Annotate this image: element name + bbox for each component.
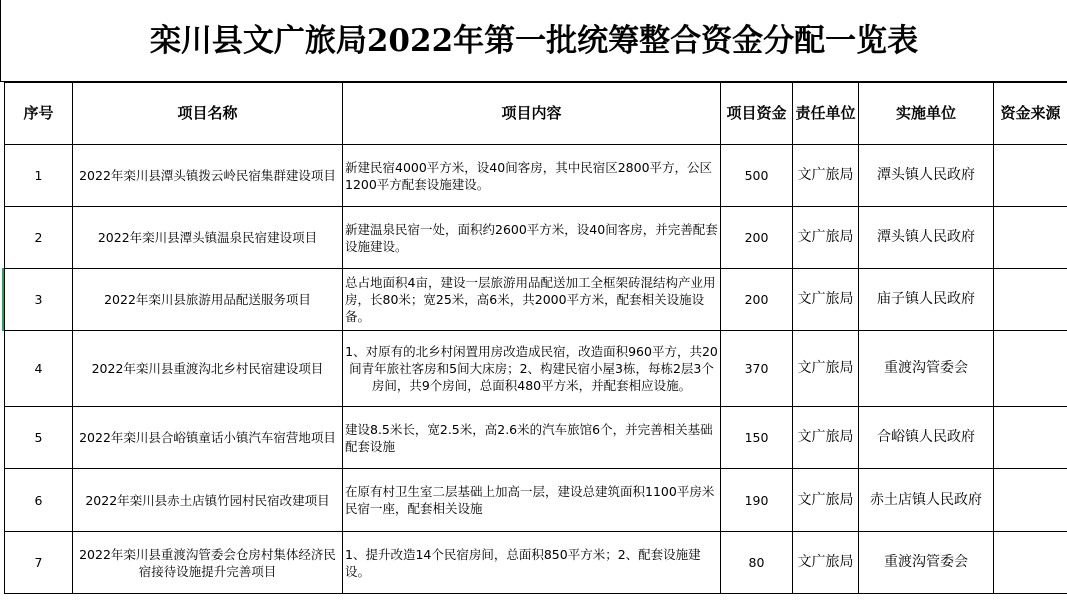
cell-seq[interactable]: 6: [5, 469, 73, 532]
cell-impl[interactable]: 重渡沟管委会: [859, 331, 994, 407]
allocation-table: [4, 82, 1067, 594]
cell-resp[interactable]: 文广旅局: [793, 331, 859, 407]
cell-name[interactable]: 2022年栾川县合峪镇童话小镇汽车宿营地项目: [73, 407, 343, 469]
cell-funds[interactable]: 370: [721, 331, 793, 407]
header-seq[interactable]: 序号: [5, 83, 73, 145]
cell-source[interactable]: [994, 331, 1067, 407]
cell-seq[interactable]: 3: [5, 269, 73, 331]
table-row: [5, 331, 1067, 407]
cell-content[interactable]: 1、提升改造14个民宿房间，总面积850平方米；2、配套设施建设。: [343, 532, 721, 594]
cell-seq[interactable]: 5: [5, 407, 73, 469]
table-row: [5, 407, 1067, 469]
header-funds[interactable]: 项目资金: [721, 83, 793, 145]
cell-seq[interactable]: 1: [5, 145, 73, 207]
row-selection-marker: [2, 268, 4, 331]
cell-source[interactable]: [994, 532, 1067, 594]
table-row: [5, 207, 1067, 269]
cell-content[interactable]: 新建温泉民宿一处，面积约2600平方米，设40间客房，并完善配套设施建设。: [343, 207, 721, 269]
cell-seq[interactable]: 7: [5, 532, 73, 594]
cell-resp[interactable]: 文广旅局: [793, 269, 859, 331]
cell-resp[interactable]: 文广旅局: [793, 407, 859, 469]
table-row: [5, 469, 1067, 532]
cell-funds[interactable]: 200: [721, 269, 793, 331]
cell-resp[interactable]: 文广旅局: [793, 532, 859, 594]
cell-source[interactable]: [994, 207, 1067, 269]
cell-funds[interactable]: 500: [721, 145, 793, 207]
cell-funds[interactable]: 190: [721, 469, 793, 532]
cell-resp[interactable]: 文广旅局: [793, 207, 859, 269]
cell-impl[interactable]: 赤土店镇人民政府: [859, 469, 994, 532]
cell-funds[interactable]: 80: [721, 532, 793, 594]
cell-funds[interactable]: 150: [721, 407, 793, 469]
cell-source[interactable]: [994, 469, 1067, 532]
cell-name[interactable]: 2022年栾川县潭头镇拨云岭民宿集群建设项目: [73, 145, 343, 207]
cell-content[interactable]: 新建民宿4000平方米，设40间客房，其中民宿区2800平方，公区1200平方配套设施建设。: [343, 145, 721, 207]
header-resp[interactable]: 责任单位: [793, 83, 859, 145]
cell-source[interactable]: [994, 407, 1067, 469]
cell-impl[interactable]: 重渡沟管委会: [859, 532, 994, 594]
cell-name[interactable]: 2022年栾川县赤土店镇竹园村民宿改建项目: [73, 469, 343, 532]
cell-resp[interactable]: 文广旅局: [793, 469, 859, 532]
header-name[interactable]: 项目名称: [73, 83, 343, 145]
cell-impl[interactable]: 潭头镇人民政府: [859, 207, 994, 269]
table-row: [5, 145, 1067, 207]
cell-source[interactable]: [994, 145, 1067, 207]
cell-impl[interactable]: 合峪镇人民政府: [859, 407, 994, 469]
table-row: [5, 269, 1067, 331]
cell-name[interactable]: 2022年栾川县重渡沟管委会仓房村集体经济民宿接待设施提升完善项目: [73, 532, 343, 594]
cell-impl[interactable]: 潭头镇人民政府: [859, 145, 994, 207]
cell-content[interactable]: 总占地面积4亩，建设一层旅游用品配送加工全框架砖混结构产业用房，长80米；宽25米，高6米，共2000平方米，配套相关设施设备。: [343, 269, 721, 331]
cell-resp[interactable]: 文广旅局: [793, 145, 859, 207]
cell-funds[interactable]: 200: [721, 207, 793, 269]
cell-seq[interactable]: 4: [5, 331, 73, 407]
header-content[interactable]: 项目内容: [343, 83, 721, 145]
cell-source[interactable]: [994, 269, 1067, 331]
cell-impl[interactable]: 庙子镇人民政府: [859, 269, 994, 331]
cell-name[interactable]: 2022年栾川县旅游用品配送服务项目: [73, 269, 343, 331]
sheet-title: 栾川县文广旅局2022年第一批统筹整合资金分配一览表: [0, 0, 1067, 82]
header-impl[interactable]: 实施单位: [859, 83, 994, 145]
cell-content[interactable]: 1、对原有的北乡村闲置用房改造成民宿，改造面积960平方，共20间青年旅社客房和5间大床房；2、构建民宿小屋3栋，每栋2层3个房间，共9个房间，总面积480平方米，并配套相应设施。: [343, 331, 721, 407]
cell-name[interactable]: 2022年栾川县潭头镇温泉民宿建设项目: [73, 207, 343, 269]
cell-content[interactable]: 建设8.5米长，宽2.5米，高2.6米的汽车旅馆6个，并完善相关基础配套设施: [343, 407, 721, 469]
cell-content[interactable]: 在原有村卫生室二层基础上加高一层，建设总建筑面积1100平房米民宿一座，配套相关设施: [343, 469, 721, 532]
header-source[interactable]: 资金来源: [994, 83, 1067, 145]
cell-seq[interactable]: 2: [5, 207, 73, 269]
header-row: [5, 83, 1067, 145]
table-row: [5, 532, 1067, 594]
cell-name[interactable]: 2022年栾川县重渡沟北乡村民宿建设项目: [73, 331, 343, 407]
